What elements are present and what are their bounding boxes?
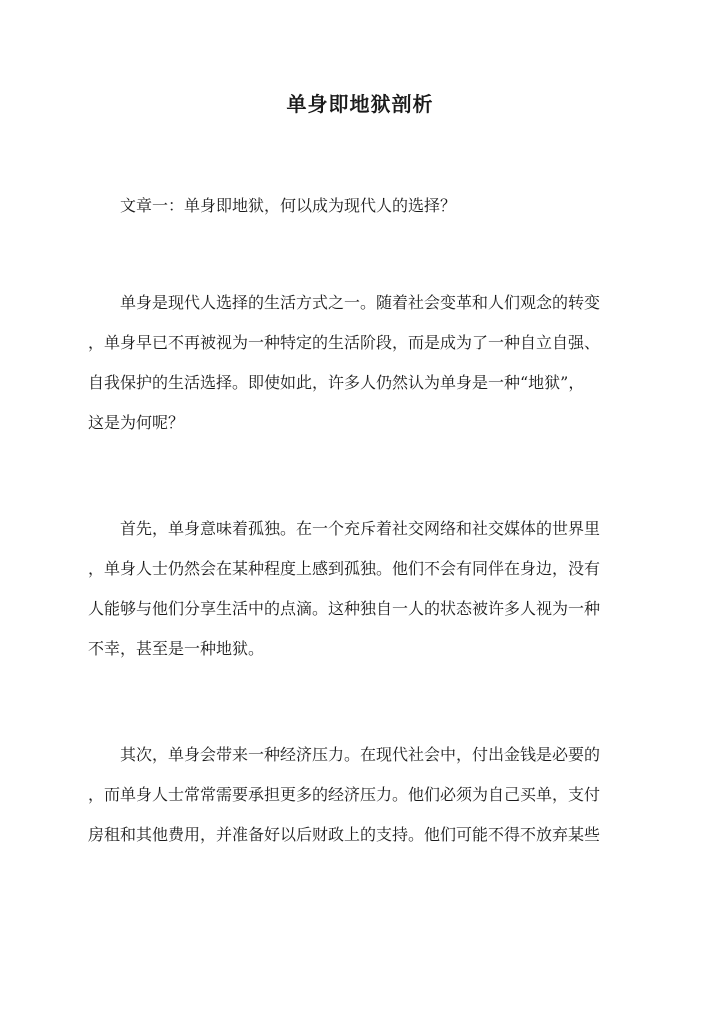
paragraph-line: 自我保护的生活选择。即使如此，许多人仍然认为单身是一种“地狱”， bbox=[88, 373, 585, 392]
paragraph-line: 人能够与他们分享生活中的点滴。这种独自一人的状态被许多人视为一种 bbox=[88, 599, 601, 618]
document-title: 单身即地狱剖析 bbox=[286, 92, 434, 116]
paragraph-line: 首先，单身意味着孤独。在一个充斥着社交网络和社交媒体的世界里 bbox=[120, 519, 601, 538]
article-heading: 文章一：单身即地狱，何以成为现代人的选择？ bbox=[120, 196, 457, 215]
paragraph-line: 这是为何呢？ bbox=[88, 413, 185, 432]
paragraph-line: ，单身人士仍然会在某种程度上感到孤独。他们不会有同伴在身边，没有 bbox=[88, 559, 601, 578]
paragraph-line: 不幸，甚至是一种地狱。 bbox=[88, 639, 265, 658]
paragraph-line: ，而单身人士常常需要承担更多的经济压力。他们必须为自己买单，支付 bbox=[88, 785, 601, 804]
paragraph-line: 房租和其他费用，并准备好以后财政上的支持。他们可能不得不放弃某些 bbox=[88, 825, 601, 844]
paragraph-line: 单身是现代人选择的生活方式之一。随着社会变革和人们观念的转变 bbox=[120, 293, 601, 312]
paragraph bbox=[88, 735, 636, 855]
paragraph bbox=[88, 509, 636, 669]
paragraph-line: 其次，单身会带来一种经济压力。在现代社会中，付出金钱是必要的 bbox=[120, 745, 601, 764]
paragraph-line: ，单身早已不再被视为一种特定的生活阶段，而是成为了一种自立自强、 bbox=[88, 333, 601, 352]
paragraph bbox=[88, 283, 636, 443]
